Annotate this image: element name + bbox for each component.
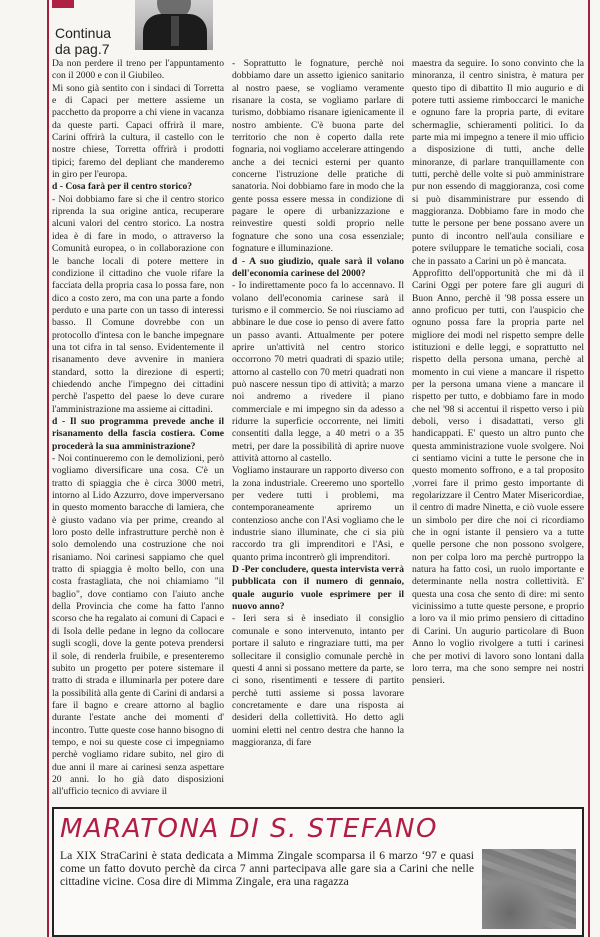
interview-paragraph: - Ieri sera si è insediato il consiglio comunale e sono intervenuto, intanto per portare il saluto e ringraziare tutti, ma per sollecitare il consiglio comunale perchè in questi 4 anni si possano mettere da parte, se ci sono, risentimenti e tessere di partito perchè tutti assieme si possa lavorare concretamente e dare una risposta ai desideri della collettività. Ho detto agli uomini eletti nel centro destra che hanno la maggioranza, di fare [232, 613, 404, 748]
maratona-article-box [52, 807, 584, 937]
interview-paragraph: - Noi dobbiamo fare si che il centro storico riprenda la sua origine antica, recuperare alcuni valori del centro storico. La nostra idea è di fare in modo, o attraverso la Comunità europea, o in collaborazione con le banche locali di potere mettere in condizione il cittadino che vuole rifare la facciata della propria casa lo possa fare, non dico a costo zero, ma con una parte a fondo perduto e una parte con un tasso di interessi basso. Il Comune dovrebbe con un protocollo d'intesa con le banche impegnare una tot cifra in tal senso. Evidentemente il risanamento deve avvenire in maniera standard, sotto la direzione di esperti; chiedendo anche l'impegno dei cittadini perchè l'aspetto del paese lo deve curare l'amministrazione ma assieme ai cittadini. [52, 193, 224, 415]
interview-paragraph: maestra da seguire. Io sono convinto che la minoranza, il centro sinistra, è matura per questo tipo di dibattito Il mio augurio e di potere tutti assieme rimboccarci le maniche e ognuno fare la propria parte, di evitare schermaglie, schieramenti politici. Io da parte mia mi impegno a tenere il mio ufficio a disposizione di tutti, anche delle minoranze, di parlare tranquillamente con tutti, perchè delle volte si può amministrare pur non essendo di maggioranza, così come si può disamministrare pur essendo di maggioranza. Dobbiamo fare in modo che tutte le persone per bene possano avere un punto di incontro nell'aula consiliare e potere sviluppare le tematiche sociali, cosa che in passato a Carini un pò è mancata. [412, 58, 584, 267]
interview-paragraph: - Io indirettamente poco fa lo accennavo. Il volano dell'economia carinese sarà il turismo e il commercio. Se noi riusciamo ad abbinare le due cose io penso di avere fatto un passo avanti. Attualmente per potere aprire un'attività nel centro storico occorrono 70 metri quadrati di spazio utile; attorno al castello con 70 metri quadrati non può nascere nessun tipo di attività; a marzo noi andremo a rivedere il piano commerciale e mi impegno sin da adesso a ridurre la superficie occorrente, nei limiti consentiti dalla legge, a 40 metri o a 35 metri, per dare la possibilità di aprire nuove attività attorno al castello. [232, 280, 404, 464]
maratona-photo [482, 849, 576, 929]
article-columns [52, 58, 584, 799]
interview-question: d - Cosa farà per il centro storico? [52, 181, 193, 193]
interview-paragraph: Vogliamo instaurare un rapporto diverso con la zona industriale. Creeremo uno sportello per vedere tutti i problemi, ma contemporaneamente apriremo un contenzioso anche con l'Asi vogliamo che le industrie siano illuminate, che ci sia più raccordo tra gli imprenditori e l'Asi, e quanto prima incontrerò gli imprenditori. [232, 465, 404, 563]
interview-paragraph: Mi sono già sentito con i sindaci di Torretta e di Capaci per mettere assieme un pacchetto da proporre a chi viene in vacanza da queste parti. Capaci offrirà il mare, Carini offrirà la cultura, il castello con le nostre chiese, Torretta offrirà i prodotti tipici; faremo del depliant che manderemo in giro per l'europa. [52, 82, 224, 181]
interview-paragraph: Da non perdere il treno per l'appuntamento con il 2000 e con il Giubileo. [52, 58, 224, 82]
article-column-1 [52, 58, 224, 799]
article-column-3 [412, 58, 584, 688]
interview-paragraph: - Noi continueremo con le demolizioni, però vogliamo diversificare una cosa. C'è un tratto di spiaggia che è circa 3000 metri, intorno al Lido Azzurro, dove imperversano in questo momento baracche di lamiera, che è giusto vadano via per prime, creando al loro posto delle infrastrutture perchè non è solo demolendo una costruzione che noi risaniamo. Noi carinesi sappiamo che quel tratto di spiaggia è molto bello, con una costa frastagliata, che noi chiamiamo "il baglio", dove contiamo con l'aiuto anche della Provincia che come ha fatto l'anno scorso che ha regalato ai comuni di Capaci e di Isola delle pedane in legno da collocare sugli scogli, dove la gente poteva prendersi il sole, di renderla fruibile, e presenteremo subito un progetto per potere sistemare il tratto di strada e illuminarla per potere dare la possibilità alla gente di Carini di andarsi a fare il bagno e creare attorno al baglio durante l'estate anche dei momenti d' incontro. Tutte queste cose hanno bisogno di tempo, e noi su queste cose ci impegniamo perchè vogliamo ridare subito, nel giro di due anni il mare ai carinesi senza aspettare 20 anni. Io ho già dato disposizioni all'ufficio tecnico di avviare il [52, 453, 224, 798]
interview-question: D -Per concludere, questa intervista verrà pubblicata con il numero di gennaio, quale augurio vuole esprimere per il nuovo anno? [232, 564, 404, 613]
interview-paragraph: - Soprattutto le fognature, perchè noi dobbiamo dare un assetto igienico sanitario al nostro paese, se vogliamo veramente risanare la costa, se vogliamo parlare di turismo, dobbiamo risanare igienicamente il nostro ambiente. C'è buona parte del territorio che non è coperto dalla rete fognaria, noi vogliamo accelerare attingendo anche a dei tecnici esterni per quanto concerne l'istruzione delle pratiche di sanatoria. Noi dobbiamo fare in modo che la gente possa essere messa in condizione di pagare le opere di urbanizzazione e reinvestire questi soldi proprio nelle fognature che sono una cosa essenziale; fognature e illuminazione. [232, 58, 404, 255]
continued-line-2: da pag.7 [55, 41, 110, 57]
maratona-title: MARATONA DI S. STEFANO [60, 813, 438, 844]
interview-paragraph: Approfitto dell'opportunità che mi dà il Carini Oggi per potere fare gli auguri di Buon Anno, perchè il '98 possa essere un anno proficuo per tutti, con l'auspicio che ognuno possa fare la propria parte nel migliore dei modi nel rispetto sempre delle istituzioni e delle leggi, e soprattutto nel rispetto della persona umana, perchè al momento in cui viene a mancare il rispetto per la persona umana viene a mancare il rispetto per tutto, e dobbiamo fare in modo che nel '98 si accentui il rispetto verso i più deboli, verso i disadattati, verso gli handicappati. E' questo un altro punto che questa amministrazione vuole svolgere. Noi ci sentiamo vicini a tutte le persone che in questo momento soffrono, e a tal proposito ,vorrei fare il primo gesto importante di regolarizzare il Centro Mater Misericordiae, il centro di madre Ninetta, e ciò vuole essere un simbolo per dire che noi ci ricordiamo che in ogni istante il pensiero va a tutte quelle persone che non possono svolgere, non per colpa loro ma perchè purtroppo la natura ha fatto così, un ruolo importante e determinante nella nostra collettività. E' questa una cosa che sento di dire: mi sento vicinissimo a tutte queste persone, e proprio a loro va il mio primo pensiero di cittadino di Carini. Un augurio particolare di Buon Anno lo voglio rivolgere a tutti i carinesi che per motivi di lavoro sono lontani dalla loro terra, ma che sono sempre nei nostri pensieri. [412, 267, 584, 687]
maratona-text: La XIX StraCarini è stata dedicata a Mimma Zingale scomparsa il 6 marzo ‘97 e quasi come un fatto dovuto perchè da circa 7 anni partecipava alle gare sia a Carini che nelle cittadine vicine. Cosa dire di Mimma Zingale, era una ragazza [60, 848, 474, 889]
left-margin-rule [47, 0, 49, 937]
interview-question: d - A suo giudizio, quale sarà il volano dell'economia carinese del 2000? [232, 255, 404, 279]
page-layout [52, 0, 584, 937]
maratona-body [60, 849, 576, 929]
article-column-2 [232, 58, 404, 749]
right-margin-rule [588, 0, 590, 937]
interview-question: d - Il suo programma prevede anche il risanamento della fascia costiera. Come procederà la sua amministrazione? [52, 415, 224, 452]
continued-line-1: Continua [55, 25, 112, 41]
